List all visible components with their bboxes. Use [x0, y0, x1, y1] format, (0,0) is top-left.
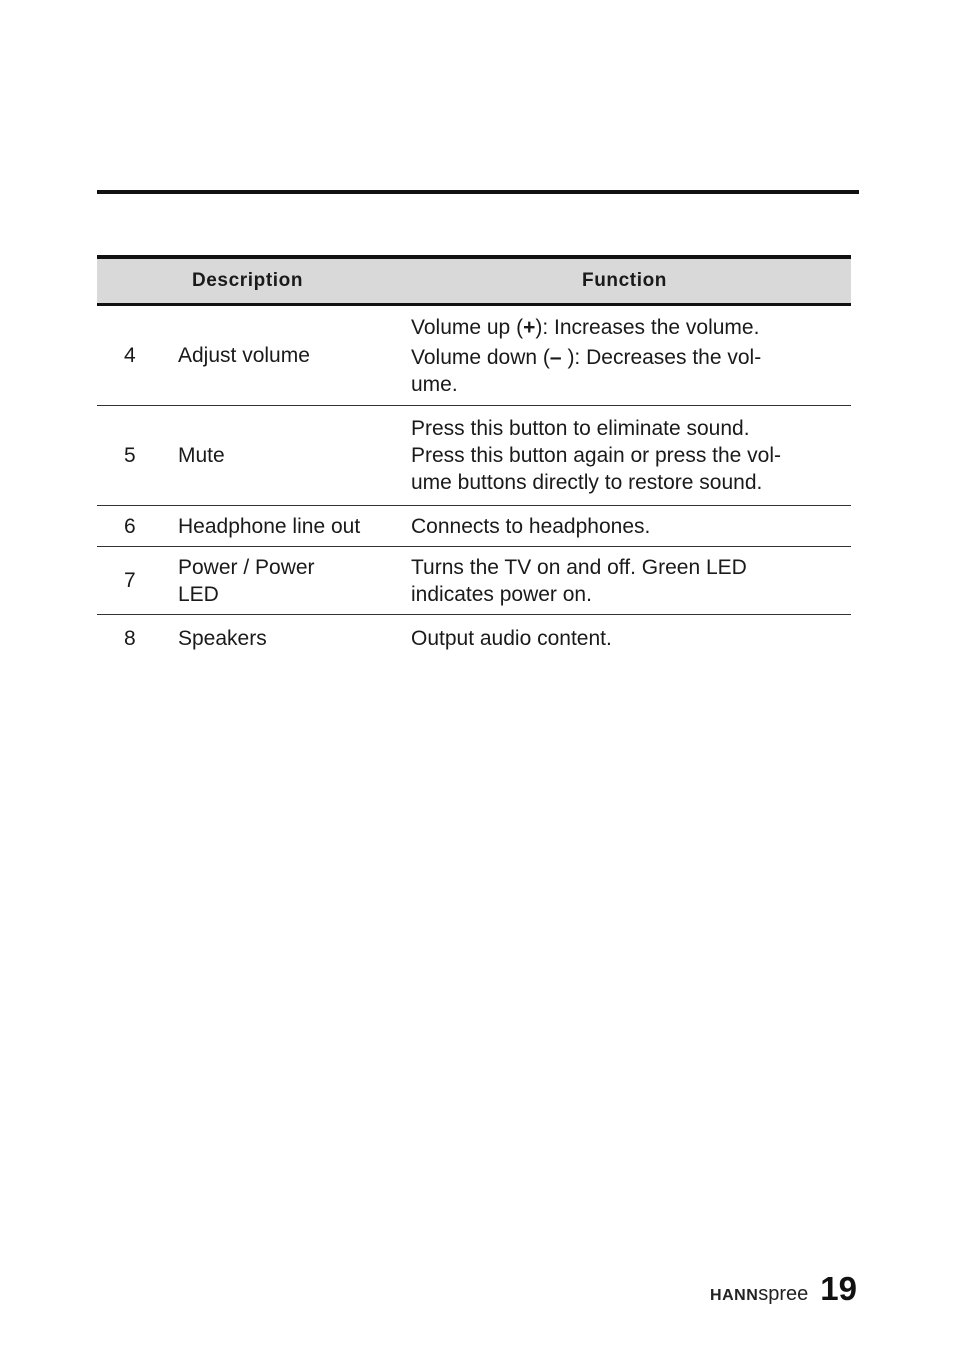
item-function: Output audio content. [411, 626, 612, 650]
item-description: Adjust volume [165, 305, 398, 406]
item-number: 8 [124, 626, 136, 650]
function-line: indicates power on. [411, 582, 592, 606]
controls-table [97, 255, 851, 657]
function-line: Volume down (– ): Decreases the vol- [411, 345, 762, 369]
item-function: Connects to headphones. [398, 506, 851, 547]
page-footer [710, 1270, 857, 1308]
table-row [97, 406, 851, 506]
description-line: Power / Power [178, 555, 315, 579]
item-description: Mute [165, 406, 398, 506]
table-row [97, 547, 851, 615]
function-line: ume buttons directly to restore sound. [411, 471, 763, 494]
function-line: ume. [411, 372, 458, 396]
plus-symbol: + [523, 315, 536, 339]
item-number: 4 [97, 305, 165, 406]
table-row [97, 305, 851, 406]
item-function [398, 406, 851, 506]
brand-logo: HANNspree [710, 1283, 809, 1305]
function-line: Press this button to eliminate sound. [411, 417, 750, 440]
item-description: Speakers [178, 626, 267, 650]
header-function: Function [398, 257, 851, 305]
function-line: Turns the TV on and off. Green LED [411, 555, 747, 579]
item-number: 6 [97, 506, 165, 547]
item-description: Headphone line out [165, 506, 398, 547]
item-function [398, 305, 851, 406]
item-number: 7 [97, 547, 165, 615]
description-line: LED [178, 582, 219, 606]
item-function [398, 547, 851, 615]
top-rule [97, 190, 859, 194]
table-row [97, 506, 851, 547]
table-header-row [97, 257, 851, 305]
table-row [97, 615, 851, 658]
header-description: Description [97, 257, 398, 305]
function-line: Volume up (+): Increases the volume. [411, 315, 760, 339]
item-description [165, 547, 398, 615]
item-number: 5 [97, 406, 165, 506]
function-line: Press this button again or press the vol- [411, 444, 782, 467]
page-number: 19 [820, 1270, 857, 1307]
minus-symbol: – [549, 345, 562, 369]
